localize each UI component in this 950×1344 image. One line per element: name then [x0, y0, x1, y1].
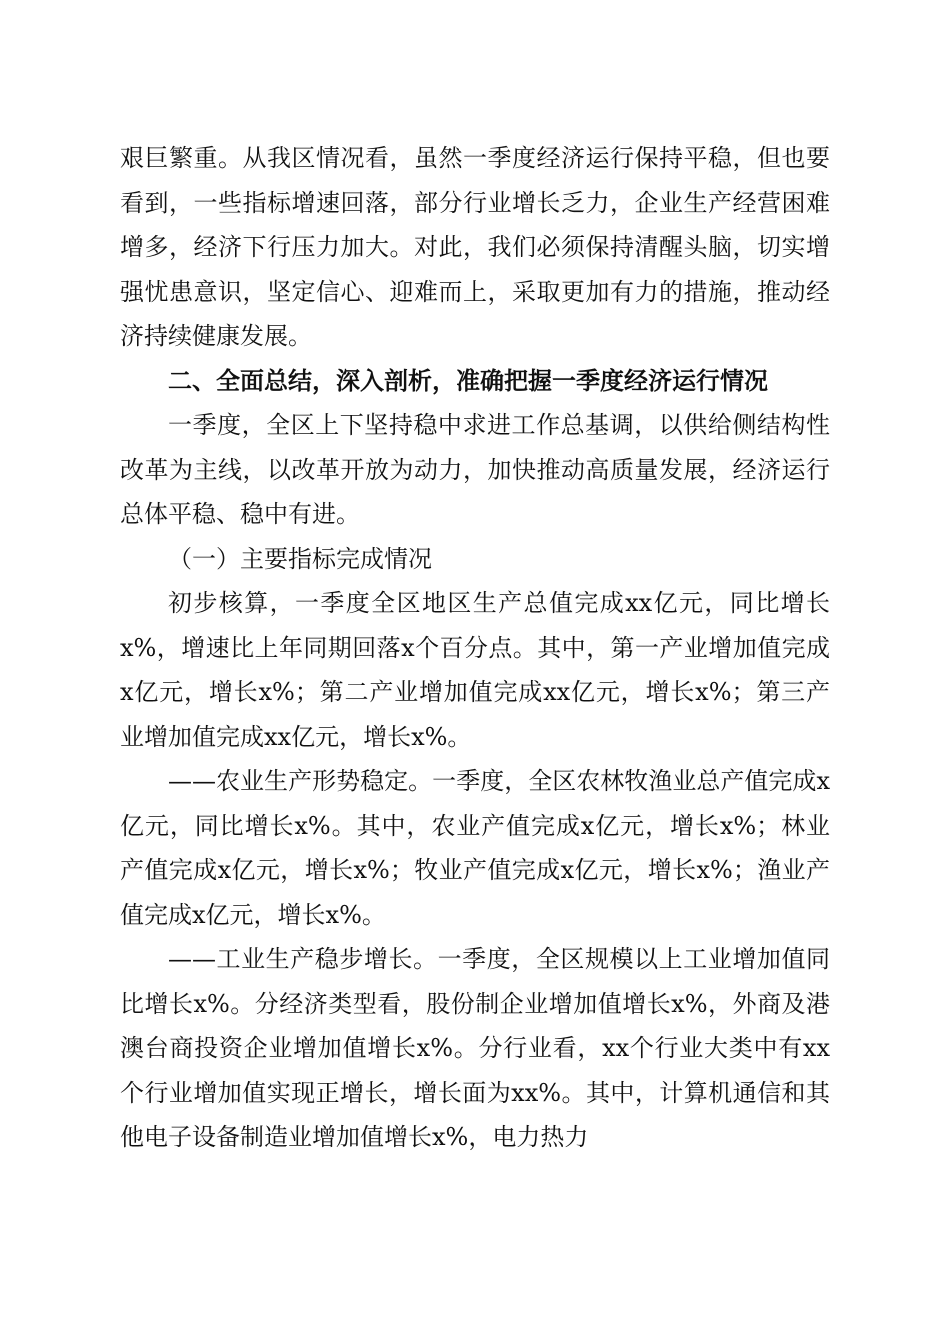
section-heading-2: 二、全面总结，深入剖析，准确把握一季度经济运行情况 — [168, 366, 768, 395]
body-paragraph-agriculture: ——农业生产形势稳定。一季度，全区农林牧渔业总产值完成x亿元，同比增长x%。其中，农业产值完成x亿元，增长x%；林业产值完成x亿元，增长x%；牧业产值完成x亿元，增长x%；渔业产值完成x亿元，增长x%。 — [120, 767, 830, 929]
subsection-heading-1: （一）主要指标完成情况 — [168, 544, 432, 573]
body-paragraph-overview: 一季度，全区上下坚持稳中求进工作总基调，以供给侧结构性改革为主线，以改革开放为动力，加快推动高质量发展，经济运行总体平稳、稳中有进。 — [120, 411, 830, 528]
body-paragraph-gdp: 初步核算，一季度全区地区生产总值完成xx亿元，同比增长x%，增速比上年同期回落x个百分点。其中，第一产业增加值完成x亿元，增长x%；第二产业增加值完成xx亿元，增长x%；第三产业增加值完成xx亿元，增长x%。 — [120, 589, 830, 751]
body-paragraph-continuation: 艰巨繁重。从我区情况看，虽然一季度经济运行保持平稳，但也要看到，一些指标增速回落，部分行业增长乏力，企业生产经营困难增多，经济下行压力加大。对此，我们必须保持清醒头脑，切实增强忧患意识，坚定信心、迎难而上，采取更加有力的措施，推动经济持续健康发展。 — [120, 144, 830, 350]
body-paragraph-industry: ——工业生产稳步增长。一季度，全区规模以上工业增加值同比增长x%。分经济类型看，股份制企业增加值增长x%，外商及港澳台商投资企业增加值增长x%。分行业看，xx个行业大类中有xx个行业增加值实现正增长，增长面为xx%。其中，计算机通信和其他电子设备制造业增加值增长x%，电力热力 — [120, 945, 830, 1151]
document-body — [120, 136, 830, 1160]
